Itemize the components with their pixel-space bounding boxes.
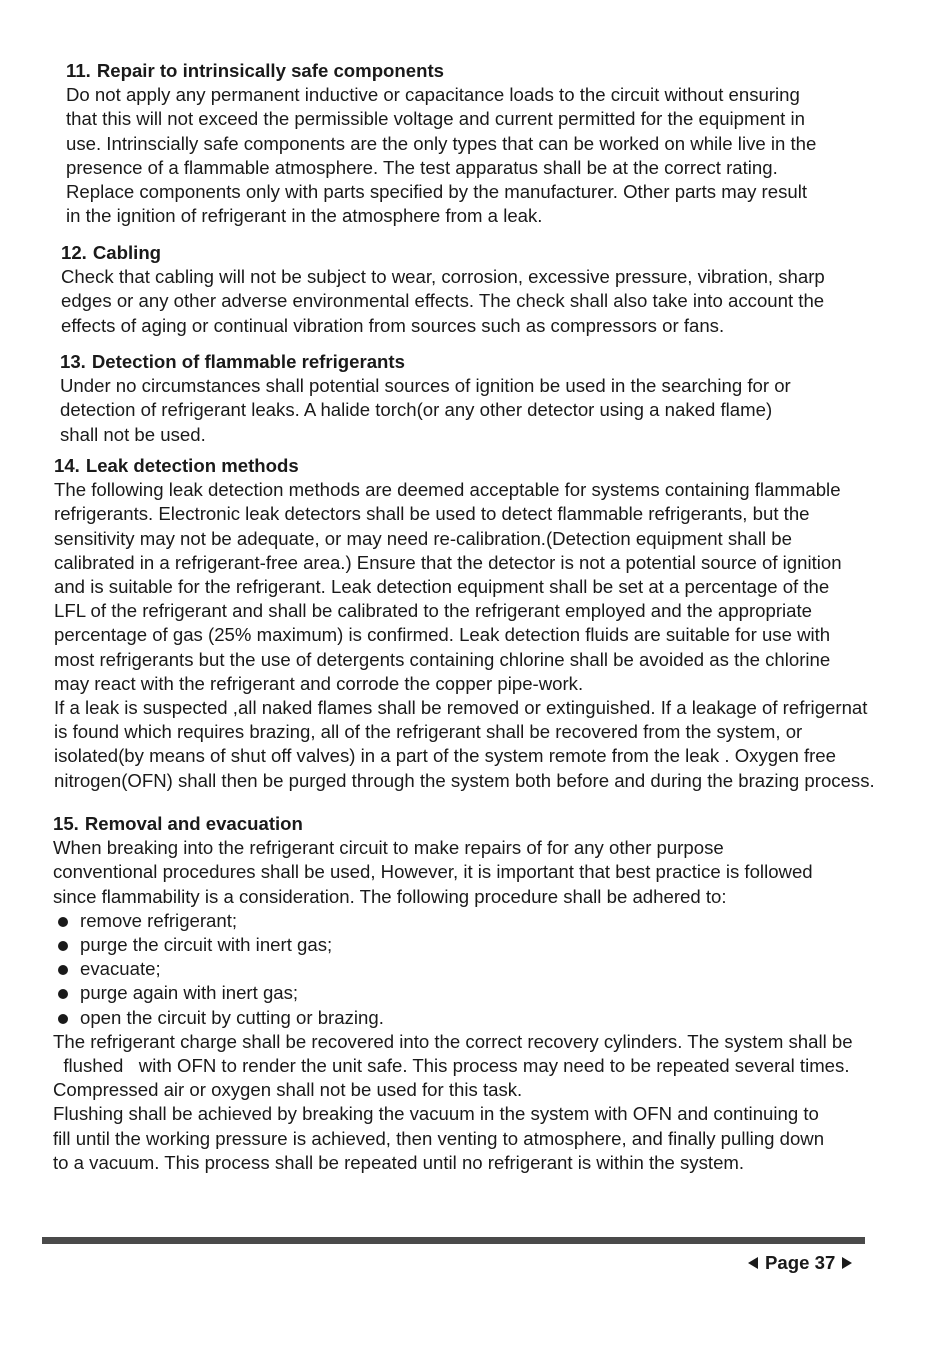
footer-divider bbox=[42, 1237, 865, 1244]
paragraph-line: Do not apply any permanent inductive or capacitance loads to the circuit without ensuring bbox=[66, 84, 800, 106]
paragraph-line: When breaking into the refrigerant circuit to make repairs of for any other purpose bbox=[53, 837, 724, 859]
next-page-icon bbox=[842, 1257, 852, 1269]
previous-page-icon bbox=[748, 1257, 758, 1269]
paragraph-line: Compressed air or oxygen shall not be used for this task. bbox=[53, 1079, 523, 1101]
section-number: 13. bbox=[60, 351, 86, 372]
paragraph-line: most refrigerants but the use of detergents containing chlorine shall be avoided as the chlorine bbox=[54, 648, 831, 670]
paragraph-line: that this will not exceed the permissible voltage and current permitted for the equipment in bbox=[66, 108, 805, 130]
list-item-text: purge the circuit with inert gas; bbox=[80, 934, 333, 956]
paragraph-line: fill until the working pressure is achieved, then venting to atmosphere, and finally pulling down bbox=[53, 1127, 825, 1149]
paragraph-line: Replace components only with parts specified by the manufacturer. Other parts may result bbox=[66, 181, 808, 203]
section-13 bbox=[60, 350, 791, 447]
bullet-icon bbox=[58, 965, 68, 975]
section-number: 14. bbox=[54, 455, 80, 476]
list-item-text: purge again with inert gas; bbox=[80, 982, 299, 1004]
paragraph-line: sensitivity may not be adequate, or may need re-calibration.(Detection equipment shall be bbox=[54, 527, 792, 549]
page-number: Page 37 bbox=[765, 1252, 836, 1273]
paragraph-line: may react with the refrigerant and corrode the copper pipe-work. bbox=[54, 672, 584, 694]
paragraph-line: effects of aging or continual vibration from sources such as compressors or fans. bbox=[61, 314, 725, 336]
list-item bbox=[53, 957, 853, 981]
section-14 bbox=[54, 454, 875, 793]
paragraph-line: shall not be used. bbox=[60, 423, 206, 445]
paragraph-line: Flushing shall be achieved by breaking the vacuum in the system with OFN and continuing to bbox=[53, 1103, 819, 1125]
paragraph-line: to a vacuum. This process shall be repeated until no refrigerant is within the system. bbox=[53, 1151, 745, 1173]
bullet-icon bbox=[58, 989, 68, 999]
paragraph-line: Check that cabling will not be subject to wear, corrosion, excessive pressure, vibration, sharp bbox=[61, 266, 825, 288]
section-15 bbox=[53, 812, 853, 1175]
paragraph-line: LFL of the refrigerant and shall be calibrated to the refrigerant employed and the appropriate bbox=[54, 600, 812, 622]
list-item bbox=[53, 909, 853, 933]
section-number: 15. bbox=[53, 813, 79, 834]
paragraph-line: The following leak detection methods are deemed acceptable for systems containing flammable bbox=[54, 479, 841, 501]
section-heading bbox=[66, 59, 816, 83]
bullet-icon bbox=[58, 1014, 68, 1024]
paragraph-line: If a leak is suspected ,all naked flames shall be removed or extinguished. If a leakage of refrigernat bbox=[54, 697, 868, 719]
paragraph-line: percentage of gas (25% maximum) is confirmed. Leak detection fluids are suitable for use with bbox=[54, 624, 831, 646]
paragraph-line: calibrated in a refrigerant-free area.) Ensure that the detector is not a potential source of ignition bbox=[54, 551, 842, 573]
paragraph-line: is found which requires brazing, all of the refrigerant shall be recovered from the system, or bbox=[54, 721, 803, 743]
paragraph-line: conventional procedures shall be used, However, it is important that best practice is followed bbox=[53, 861, 813, 883]
paragraph-line: since flammability is a consideration. The following procedure shall be adhered to: bbox=[53, 885, 727, 907]
procedure-list bbox=[53, 909, 853, 1030]
section-11 bbox=[66, 59, 816, 228]
list-item bbox=[53, 1006, 853, 1030]
list-item bbox=[53, 981, 853, 1005]
paragraph-line: The refrigerant charge shall be recovered into the correct recovery cylinders. The system shall be bbox=[53, 1030, 853, 1052]
page-footer bbox=[748, 1251, 852, 1275]
list-item-text: remove refrigerant; bbox=[80, 909, 238, 931]
paragraph-line: detection of refrigerant leaks. A halide torch(or any other detector using a naked flame) bbox=[60, 399, 773, 421]
paragraph-line: use. Intrinscially safe components are the only types that can be worked on while live in the bbox=[66, 132, 817, 154]
section-number: 12. bbox=[61, 242, 87, 263]
paragraph-line: refrigerants. Electronic leak detectors shall be used to detect flammable refrigerants, but the bbox=[54, 503, 810, 525]
paragraph-line: isolated(by means of shut off valves) in a part of the system remote from the leak . Oxygen free bbox=[54, 745, 836, 767]
list-item-text: open the circuit by cutting or brazing. bbox=[80, 1006, 384, 1028]
paragraph-line: Under no circumstances shall potential sources of ignition be used in the searching for or bbox=[60, 375, 791, 397]
section-title: Detection of flammable refrigerants bbox=[91, 351, 405, 372]
section-title: Removal and evacuation bbox=[84, 813, 303, 834]
section-heading bbox=[61, 241, 825, 265]
bullet-icon bbox=[58, 941, 68, 951]
bullet-icon bbox=[58, 917, 68, 927]
section-heading bbox=[54, 454, 875, 478]
section-title: Cabling bbox=[92, 242, 162, 263]
section-title: Repair to intrinsically safe components bbox=[96, 60, 444, 81]
paragraph-line: presence of a flammable atmosphere. The test apparatus shall be at the correct rating. bbox=[66, 156, 778, 178]
section-number: 11. bbox=[66, 60, 91, 81]
section-heading bbox=[60, 350, 791, 374]
list-item bbox=[53, 933, 853, 957]
paragraph-line: flushed with OFN to render the unit safe. This process may need to be repeated several times. bbox=[53, 1055, 850, 1077]
paragraph-line: nitrogen(OFN) shall then be purged through the system both before and during the brazing process. bbox=[54, 769, 875, 791]
paragraph-line: in the ignition of refrigerant in the atmosphere from a leak. bbox=[66, 205, 543, 227]
section-title: Leak detection methods bbox=[85, 455, 299, 476]
paragraph-line: edges or any other adverse environmental effects. The check shall also take into account the bbox=[61, 290, 825, 312]
section-12 bbox=[61, 241, 825, 338]
section-heading bbox=[53, 812, 853, 836]
list-item-text: evacuate; bbox=[80, 958, 161, 980]
paragraph-line: and is suitable for the refrigerant. Leak detection equipment shall be set at a percentage of the bbox=[54, 576, 830, 598]
